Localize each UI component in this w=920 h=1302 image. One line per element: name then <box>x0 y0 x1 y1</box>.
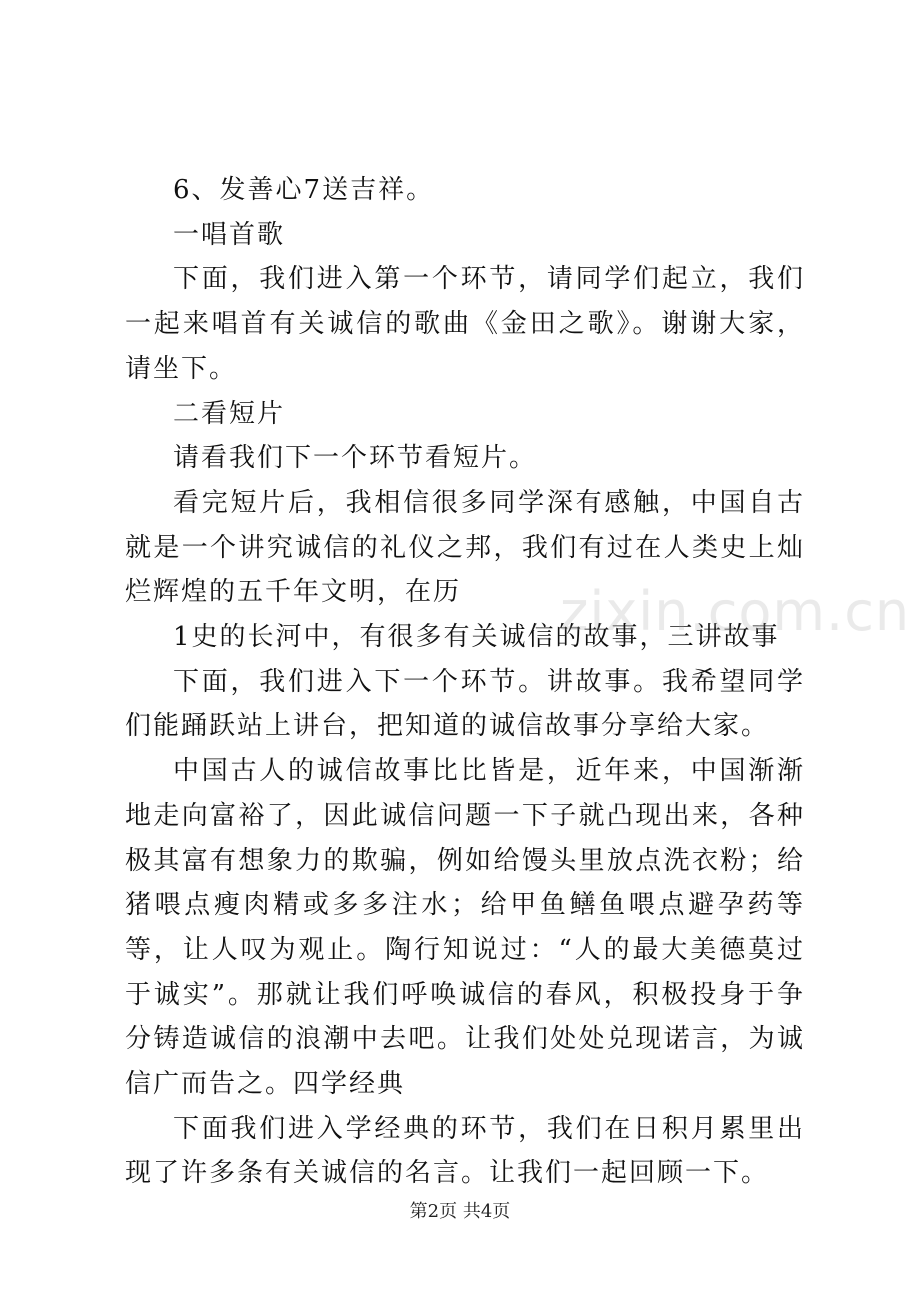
paragraph-history-stories: 1史的长河中，有很多有关诚信的故事，三讲故事 <box>173 622 780 653</box>
paragraph-item-list: 6、发善心7送吉祥。 <box>173 175 435 205</box>
section-heading-sing: 一唱首歌 <box>173 219 286 250</box>
paragraph-sing-song: 下面，我们进入第一个环节，请同学们起立，我们一起来唱首有关诚信的歌曲《金田之歌》。谢谢大家，请坐下。 <box>125 264 805 384</box>
paragraph-watch-video: 请看我们下一个环节看短片。 <box>173 443 538 474</box>
paragraph-tell-stories: 下面，我们进入下一个环节。讲故事。我希望同学们能踊跃站上讲台，把知道的诚信故事分享给大家。 <box>125 666 805 742</box>
page-number-footer: 第2页 共4页 <box>409 1201 511 1222</box>
paragraph-classics: 下面我们进入学经典的环节，我们在日积月累里出现了许多条有关诚信的名言。让我们一起回顾一下。 <box>125 1113 805 1189</box>
paragraph-integrity-stories: 中国古人的诚信故事比比皆是，近年来，中国渐渐地走向富裕了，因此诚信问题一下子就凸现出来，各种极其富有想象力的欺骗，例如给馒头里放点洗衣粉；给猪喂点瘦肉精或多多注水；给甲鱼鳝鱼喂点避孕药等等，让人叹为观止。陶行知说过：“人的最大美德莫过于诚实”。那就让我们呼唤诚信的春风，积极投身于争分铸造诚信的浪潮中去吧。让我们处处兑现诺言，为诚信广而告之。四学经典 <box>125 756 805 1100</box>
watermark-logo: zixin.com.cn <box>560 580 911 643</box>
paragraph-after-video: 看完短片后，我相信很多同学深有感触，中国自古就是一个讲究诚信的礼仪之邦，我们有过在人类史上灿烂辉煌的五千年文明，在历 <box>125 487 805 608</box>
section-heading-video: 二看短片 <box>173 398 286 429</box>
document-body <box>125 168 805 1196</box>
